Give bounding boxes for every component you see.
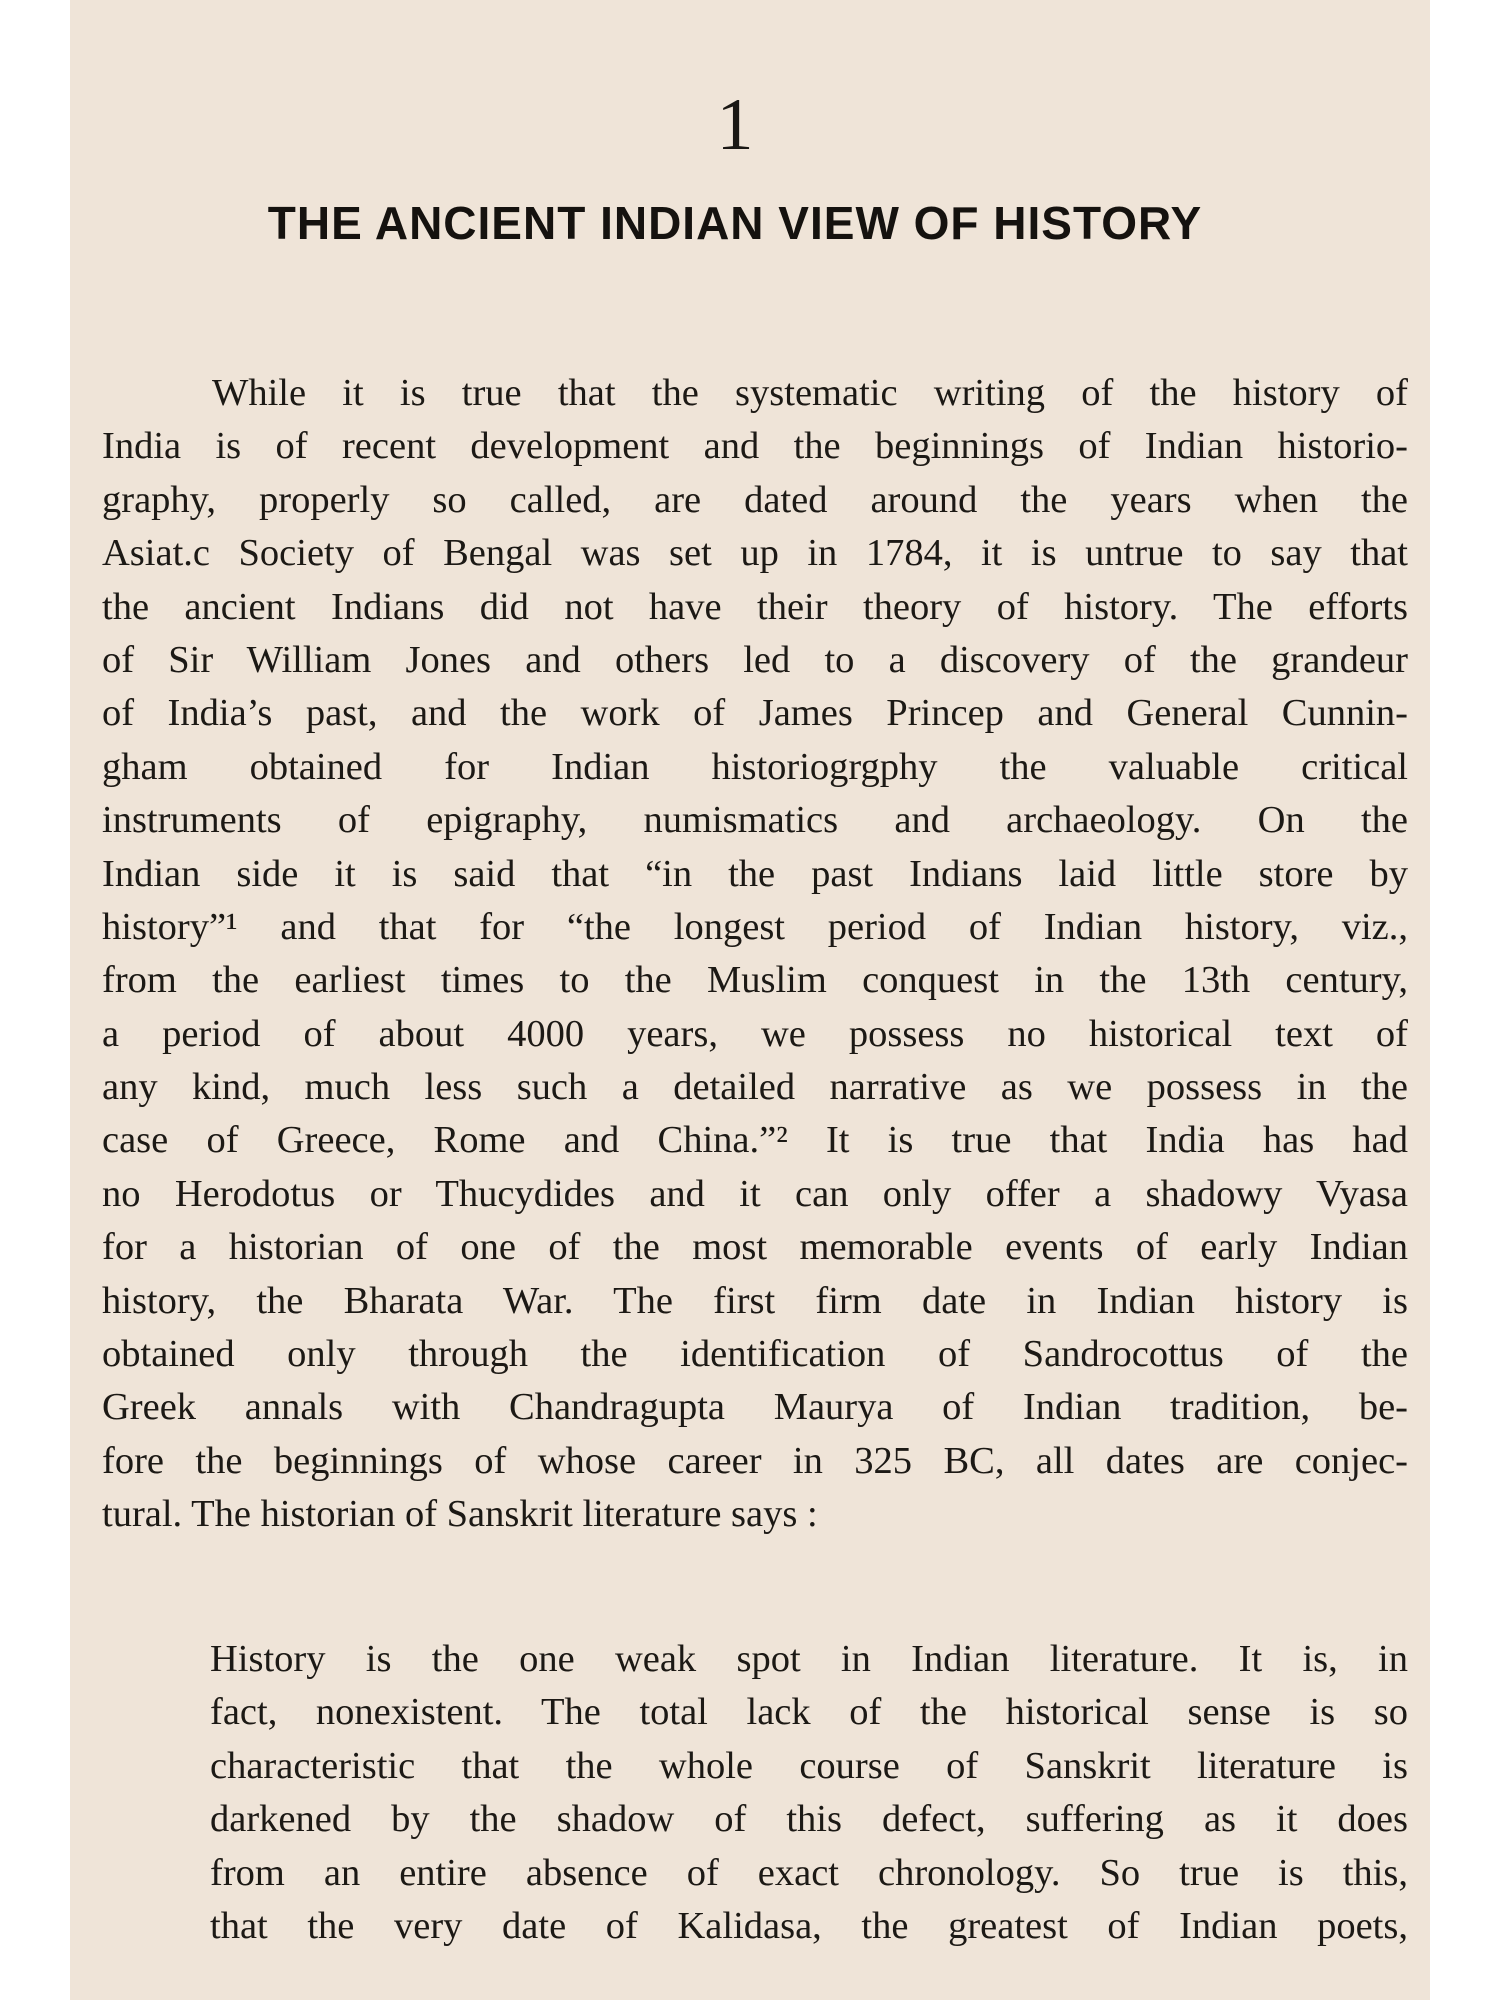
paragraph-line: of Sir William Jones and others led to a discovery of the grandeur: [102, 638, 1408, 681]
block-quote: [210, 1633, 1408, 1953]
paragraph-line: a period of about 4000 years, we possess no historical text of: [102, 1012, 1408, 1055]
paragraph-line: no Herodotus or Thucydides and it can only offer a shadowy Vyasa: [102, 1172, 1408, 1215]
quote-line: characteristic that the whole course of Sanskrit literature is: [210, 1744, 1408, 1787]
paragraph-line: fore the beginnings of whose career in 325 BC, all dates are conjec-: [102, 1439, 1408, 1482]
paragraph-line: gham obtained for Indian historiogrgphy the valuable critical: [102, 745, 1408, 788]
paragraph-line: history, the Bharata War. The first firm date in Indian history is: [102, 1279, 1408, 1322]
quote-line: that the very date of Kalidasa, the greatest of Indian poets,: [210, 1904, 1408, 1947]
book-page: [70, 0, 1430, 2000]
quote-line: from an entire absence of exact chronology. So true is this,: [210, 1851, 1408, 1894]
chapter-title: THE ANCIENT INDIAN VIEW OF HISTORY: [267, 197, 1203, 249]
paragraph-line: tural. The historian of Sanskrit literature says :: [102, 1493, 818, 1536]
paragraph-line: While it is true that the systematic writing of the history of: [212, 372, 1408, 414]
paragraph-line: obtained only through the identification of Sandrocottus of the: [102, 1333, 1408, 1376]
main-paragraph: [102, 367, 1408, 1542]
quote-line: fact, nonexistent. The total lack of the historical sense is so: [210, 1691, 1408, 1734]
chapter-number: 1: [716, 84, 754, 166]
paragraph-line: for a historian of one of the most memorable events of early Indian: [102, 1226, 1408, 1269]
paragraph-line: history”¹ and that for “the longest period of Indian history, viz.,: [102, 905, 1408, 948]
paragraph-line: from the earliest times to the Muslim conquest in the 13th century,: [102, 959, 1408, 1002]
paragraph-line: case of Greece, Rome and China.”² It is true that India has had: [102, 1119, 1408, 1162]
paragraph-line: India is of recent development and the beginnings of Indian historio-: [102, 425, 1408, 468]
paragraph-line: Greek annals with Chandragupta Maurya of Indian tradition, be-: [102, 1386, 1408, 1429]
quote-line: History is the one weak spot in Indian literature. It is, in: [210, 1638, 1408, 1680]
paragraph-line: Indian side it is said that “in the past Indians laid little store by: [102, 852, 1408, 895]
paragraph-line: Asiat.c Society of Bengal was set up in 1784, it is untrue to say that: [102, 532, 1408, 575]
paragraph-line: any kind, much less such a detailed narrative as we possess in the: [102, 1066, 1408, 1109]
paragraph-line: graphy, properly so called, are dated around the years when the: [102, 478, 1408, 521]
paragraph-line: of India’s past, and the work of James Princep and General Cunnin-: [102, 692, 1408, 735]
paragraph-line: instruments of epigraphy, numismatics and archaeology. On the: [102, 799, 1408, 842]
paragraph-line: the ancient Indians did not have their theory of history. The efforts: [102, 585, 1408, 628]
quote-line: darkened by the shadow of this defect, suffering as it does: [210, 1798, 1408, 1841]
